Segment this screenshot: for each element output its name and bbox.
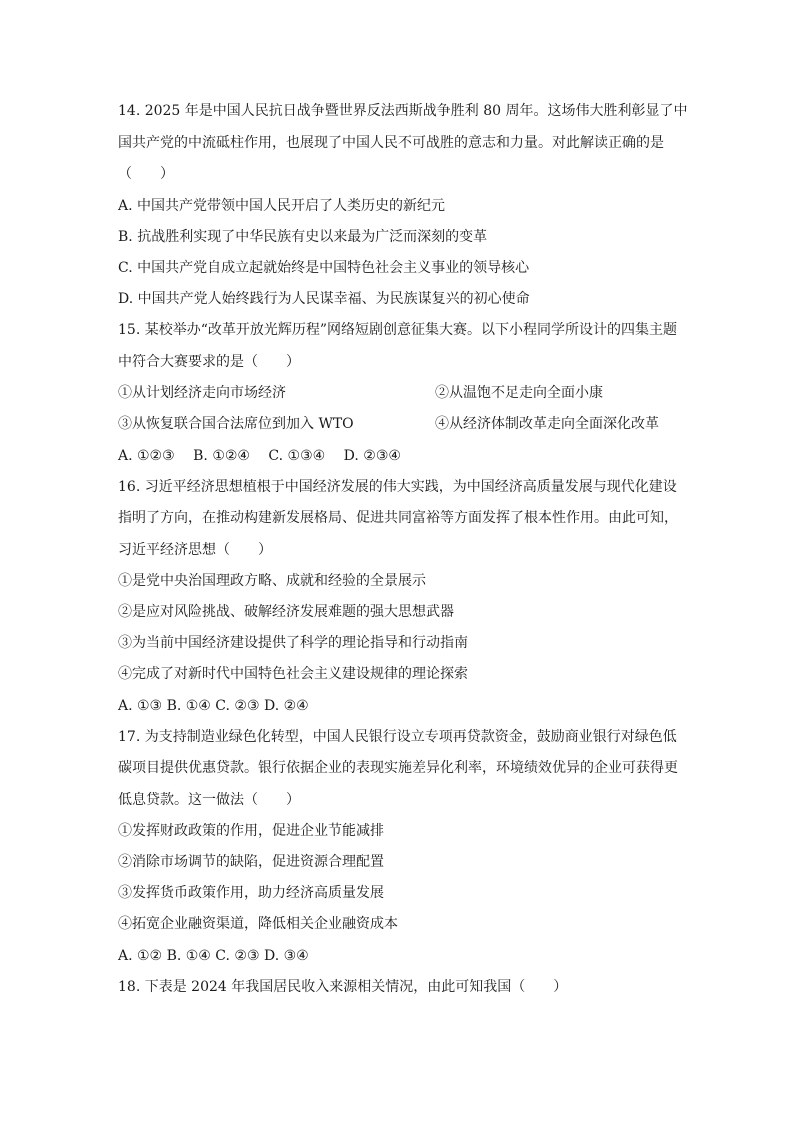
q15-stem-line-2: 中符合大赛要求的是（ ） <box>118 354 300 370</box>
q17-statement-1: ①发挥财政政策的作用，促进企业节能减排 <box>118 823 384 839</box>
q17-statement-2: ②消除市场调节的缺陷，促进资源合理配置 <box>118 854 384 870</box>
q15-choices <box>118 446 401 466</box>
q17-statement-4: ④拓宽企业融资渠道，降低相关企业融资成本 <box>118 916 398 932</box>
q15-statement-4: ④从经济体制改革走向全面深化改革 <box>435 416 659 432</box>
q18-stem-line-1: 18. 下表是 2024 年我国居民收入来源相关情况，由此可知我国（ ） <box>118 979 568 995</box>
q16-statement-2: ②是应对风险挑战、破解经济发展难题的强大思想武器 <box>118 604 454 620</box>
q16-choices: A. ①③ B. ①④ C. ②③ D. ②④ <box>118 698 309 714</box>
q14-stem-line-1: 14. 2025 年是中国人民抗日战争暨世界反法西斯战争胜利 80 周年。这场伟大胜利彰显了中 <box>118 103 688 119</box>
q14-option-a: A. 中国共产党带领中国人民开启了人类历史的新纪元 <box>118 198 446 214</box>
q17-stem-line-3: 低息贷款。这一做法（ ） <box>118 792 300 808</box>
q15-statement-1: ①从计划经济走向市场经济 <box>118 385 286 401</box>
q15-choice-a: A. ①②③ <box>118 448 175 464</box>
q15-choice-d: D. ②③④ <box>343 448 401 464</box>
q14-option-d: D. 中国共产党人始终践行为人民谋幸福、为民族谋复兴的初心使命 <box>118 291 530 307</box>
q17-stem-line-2: 碳项目提供优惠贷款。银行依据企业的表现实施差异化利率，环境绩效优异的企业可获得更 <box>118 760 678 776</box>
q16-stem-line-3: 习近平经济思想（ ） <box>118 542 272 558</box>
q17-choices: A. ①② B. ①④ C. ②③ D. ③④ <box>118 948 309 964</box>
q15-statement-2: ②从温饱不足走向全面小康 <box>435 385 603 401</box>
q16-statement-3: ③为当前中国经济建设提供了科学的理论指导和行动指南 <box>118 635 468 651</box>
q15-choice-c: C. ①③④ <box>268 448 326 464</box>
q14-answer-bracket: （ ） <box>118 166 174 182</box>
q14-stem-line-2: 国共产党的中流砥柱作用，也展现了中国人民不可战胜的意志和力量。对此解读正确的是 <box>118 135 664 151</box>
q14-option-c: C. 中国共产党自成立起就始终是中国特色社会主义事业的领导核心 <box>118 260 530 276</box>
q17-statement-3: ③发挥货币政策作用，助力经济高质量发展 <box>118 885 384 901</box>
q14-option-b: B. 抗战胜利实现了中华民族有史以来最为广泛而深刻的变革 <box>118 229 488 245</box>
q16-statement-4: ④完成了对新时代中国特色社会主义建设规律的理论探索 <box>118 666 468 682</box>
q16-stem-line-2: 指明了方向，在推动构建新发展格局、促进共同富裕等方面发挥了根本性作用。由此可知， <box>118 510 678 526</box>
q16-statement-1: ①是党中央治国理政方略、成就和经验的全景展示 <box>118 573 426 589</box>
q17-stem-line-1: 17. 为支持制造业绿色化转型，中国人民银行设立专项再贷款资金，鼓励商业银行对绿色低 <box>118 729 677 745</box>
q15-choice-b: B. ①②④ <box>193 448 250 464</box>
q15-statement-3: ③从恢复联合国合法席位到加入 WTO <box>118 416 354 432</box>
q16-stem-line-1: 16. 习近平经济思想植根于中国经济发展的伟大实践，为中国经济高质量发展与现代化建设 <box>118 479 677 495</box>
q15-stem-line-1: 15. 某校举办“改革开放光辉历程”网络短剧创意征集大赛。以下小程同学所设计的四集主题 <box>118 322 678 338</box>
